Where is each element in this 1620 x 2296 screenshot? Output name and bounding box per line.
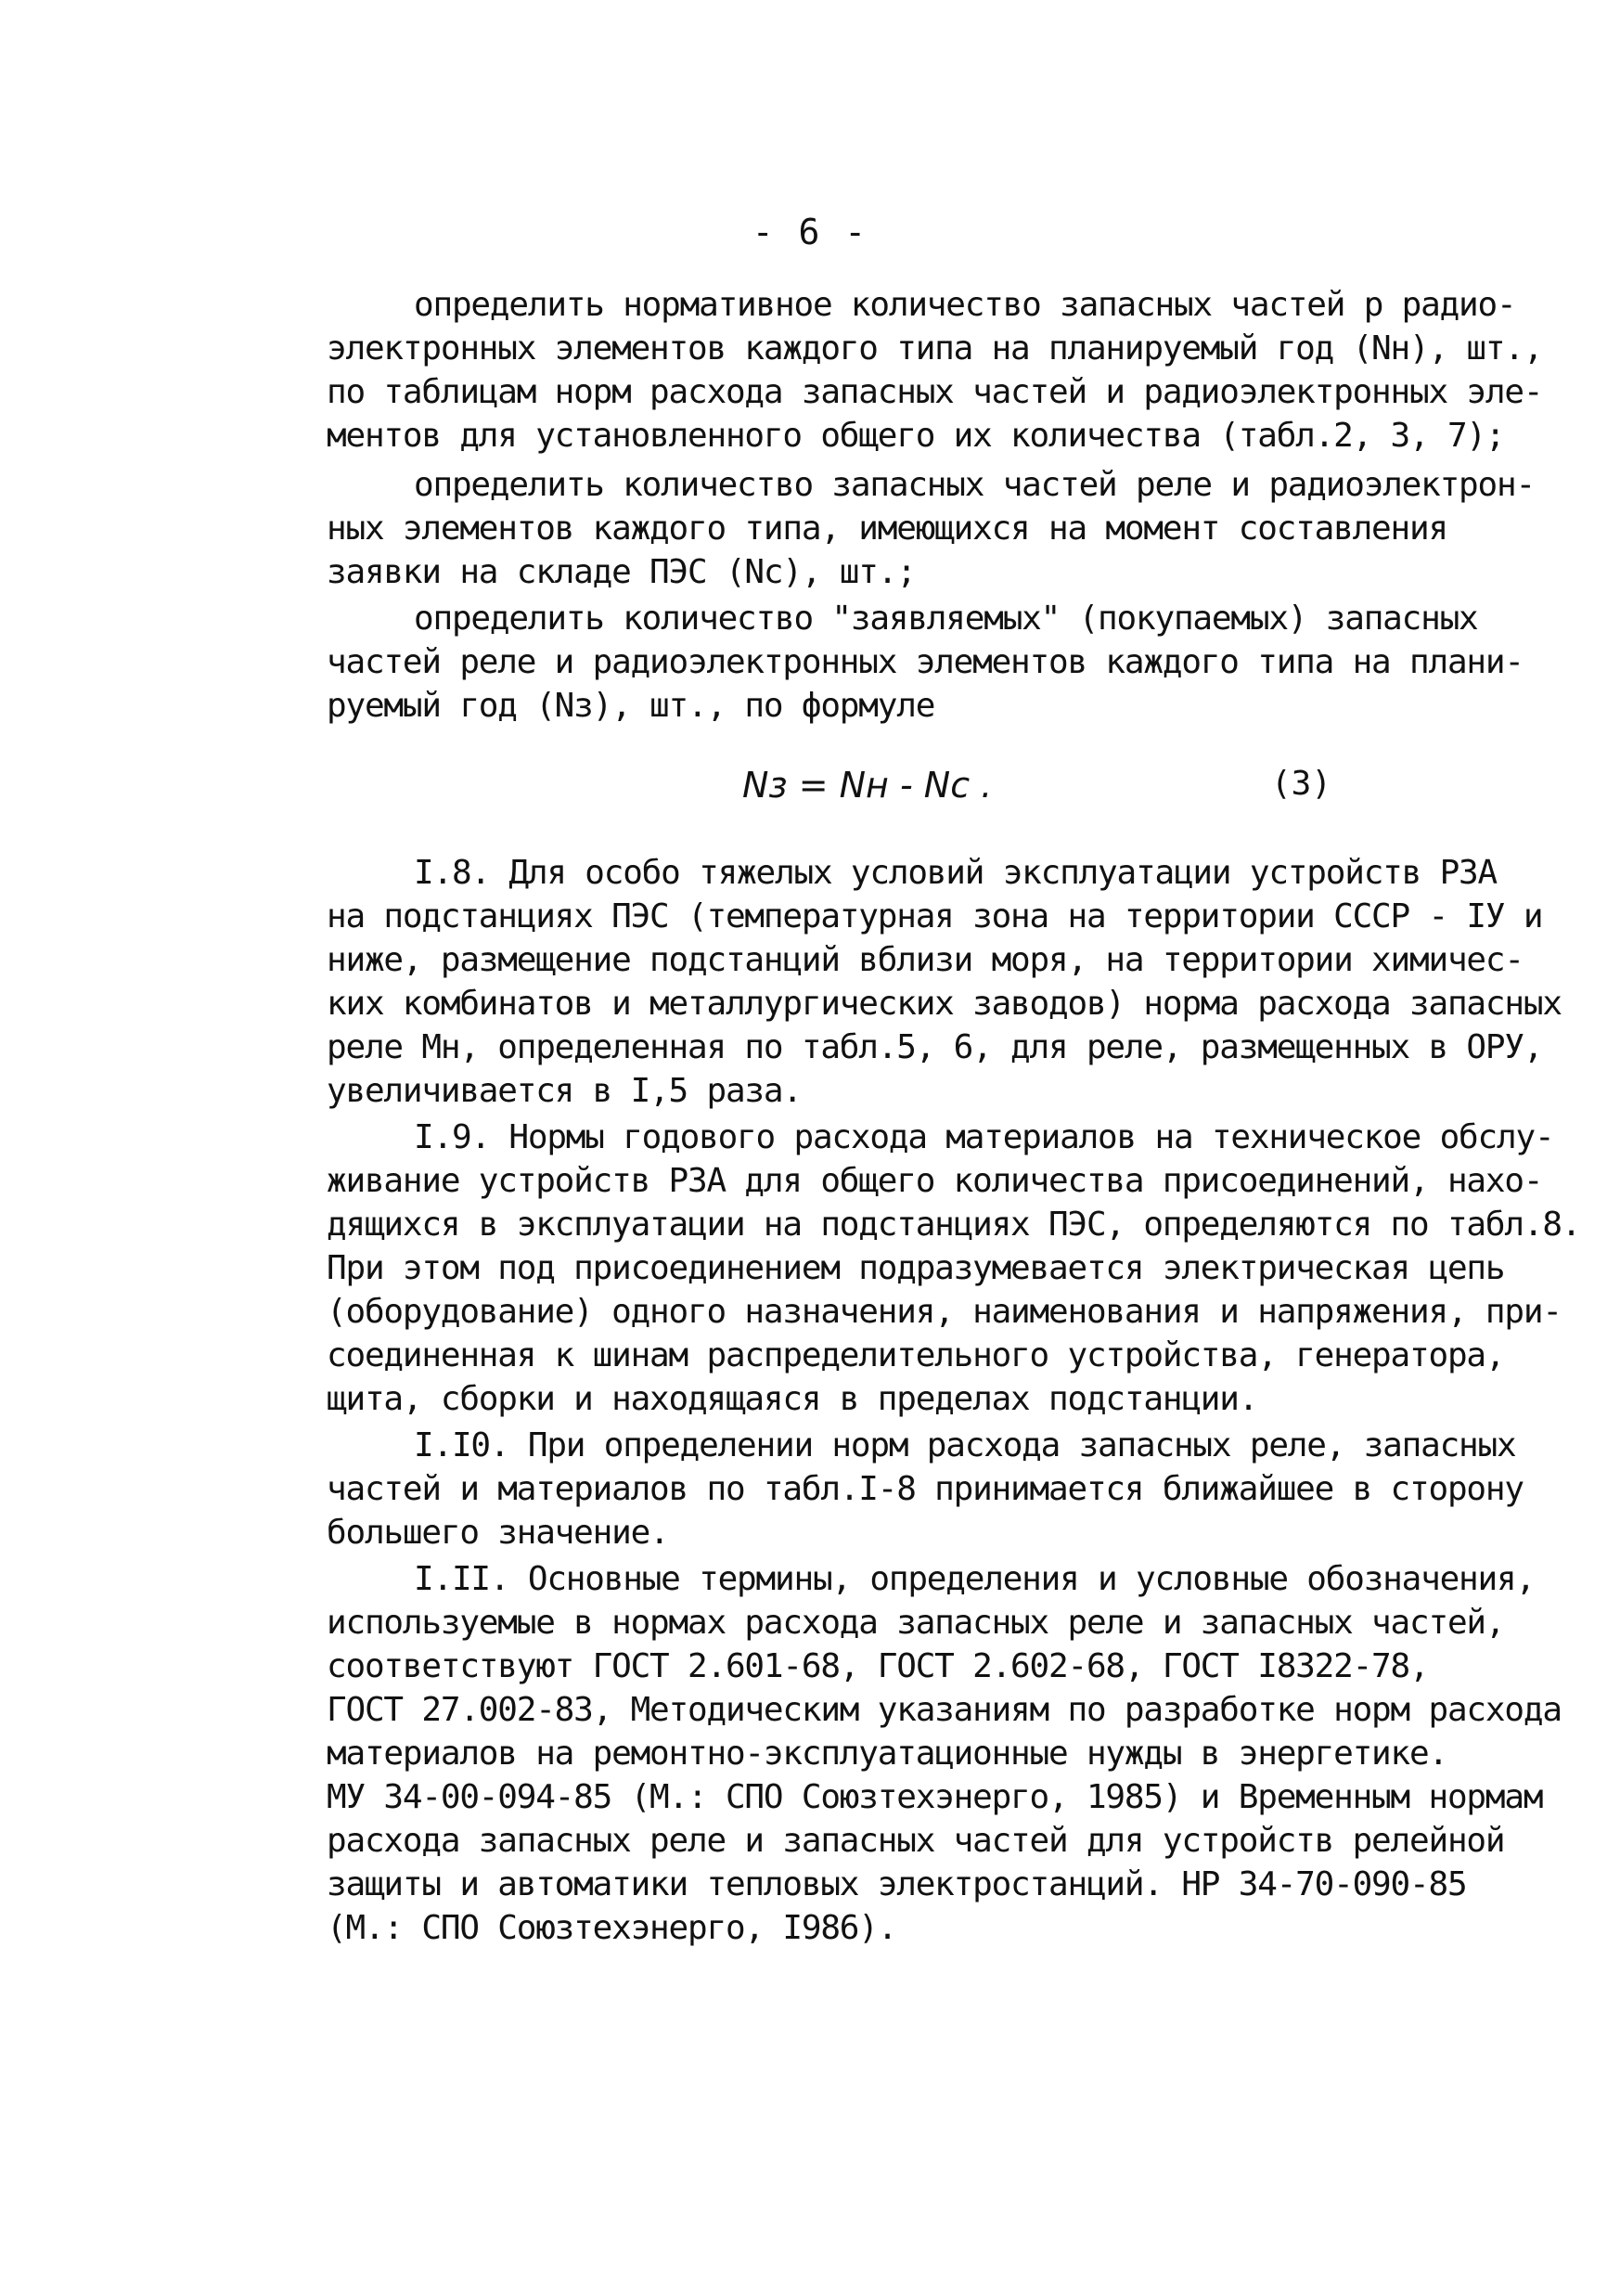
text-line: увеличивается в I,5 раза. xyxy=(327,1072,802,1110)
text-line: дящихся в эксплуатации на подстанциях ПЭС, определяются по табл.8. xyxy=(327,1206,1581,1244)
text-line: ных элементов каждого типа, имеющихся на момент составления xyxy=(327,510,1447,548)
text-line: электронных элементов каждого типа на планируемый год (Nн), шт., xyxy=(327,329,1543,368)
text-line: расхода запасных реле и запасных частей для устройств релейной xyxy=(327,1822,1505,1860)
text-line: (оборудование) одного назначения, наименования и напряжения, при- xyxy=(327,1293,1562,1331)
text-line: ких комбинатов и металлургических заводов) норма расхода запасных xyxy=(327,985,1562,1023)
text-line: большего значение. xyxy=(327,1514,669,1552)
text-line: I.8. Для особо тяжелых условий эксплуатации устройств РЗА xyxy=(414,854,1498,892)
text-line: живание устройств РЗА для общего количества присоединений, нахо- xyxy=(327,1162,1543,1200)
text-line: по таблицам норм расхода запасных частей и радиоэлектронных эле- xyxy=(327,373,1543,411)
text-line: I.9. Нормы годового расхода материалов на техническое обслу- xyxy=(414,1118,1554,1156)
text-line: ментов для установленного общего их количества (табл.2, 3, 7); xyxy=(327,417,1505,455)
text-line: I.I0. При определении норм расхода запасных реле, запасных xyxy=(414,1426,1516,1464)
page-number: - 6 - xyxy=(752,212,868,252)
text-line: При этом под присоединением подразумевается электрическая цепь xyxy=(327,1249,1505,1287)
text-line: I.II. Основные термины, определения и условные обозначения, xyxy=(414,1560,1535,1598)
text-line: ГОСТ 27.002-83, Методическим указаниям по разработке норм расхода xyxy=(327,1691,1562,1729)
text-line: определить количество "заявляемых" (покупаемых) запасных xyxy=(414,600,1478,638)
text-line: соединенная к шинам распределительного устройства, генератора, xyxy=(327,1336,1505,1374)
text-line: определить количество запасных частей реле и радиоэлектрон- xyxy=(414,466,1535,504)
text-line: ниже, размещение подстанций вблизи моря, на территории химичес- xyxy=(327,941,1524,979)
text-line: руемый год (Nз), шт., по формуле xyxy=(327,687,935,725)
text-line: на подстанциях ПЭС (температурная зона на территории СССР - IУ и xyxy=(327,897,1543,935)
text-line: реле Мн, определенная по табл.5, 6, для реле, размещенных в ОРУ, xyxy=(327,1028,1543,1066)
text-line: материалов на ремонтно-эксплуатационные нужды в энергетике. xyxy=(327,1735,1447,1773)
text-line: частей реле и радиоэлектронных элементов каждого типа на плани- xyxy=(327,643,1524,681)
text-line: используемые в нормах расхода запасных реле и запасных частей, xyxy=(327,1604,1505,1642)
text-line: (М.: СПО Союзтехэнерго, I986). xyxy=(327,1909,897,1947)
text-line: щита, сборки и находящаяся в пределах подстанции. xyxy=(327,1380,1258,1418)
formula: Nз = Nн - Nc . xyxy=(742,765,993,806)
formula-number: (3) xyxy=(1271,765,1332,803)
text-line: заявки на складе ПЭС (Nc), шт.; xyxy=(327,553,916,591)
text-line: определить нормативное количество запасных частей р радио- xyxy=(414,286,1516,324)
text-line: соответствуют ГОСТ 2.601-68, ГОСТ 2.602-68, ГОСТ I8322-78, xyxy=(327,1647,1429,1685)
text-line: МУ 34-00-094-85 (М.: СПО Союзтехэнерго, 1985) и Временным нормам xyxy=(327,1778,1543,1816)
text-line: частей и материалов по табл.I-8 принимается ближайшее в сторону xyxy=(327,1470,1524,1508)
text-line: защиты и автоматики тепловых электростанций. НР 34-70-090-85 xyxy=(327,1865,1467,1903)
